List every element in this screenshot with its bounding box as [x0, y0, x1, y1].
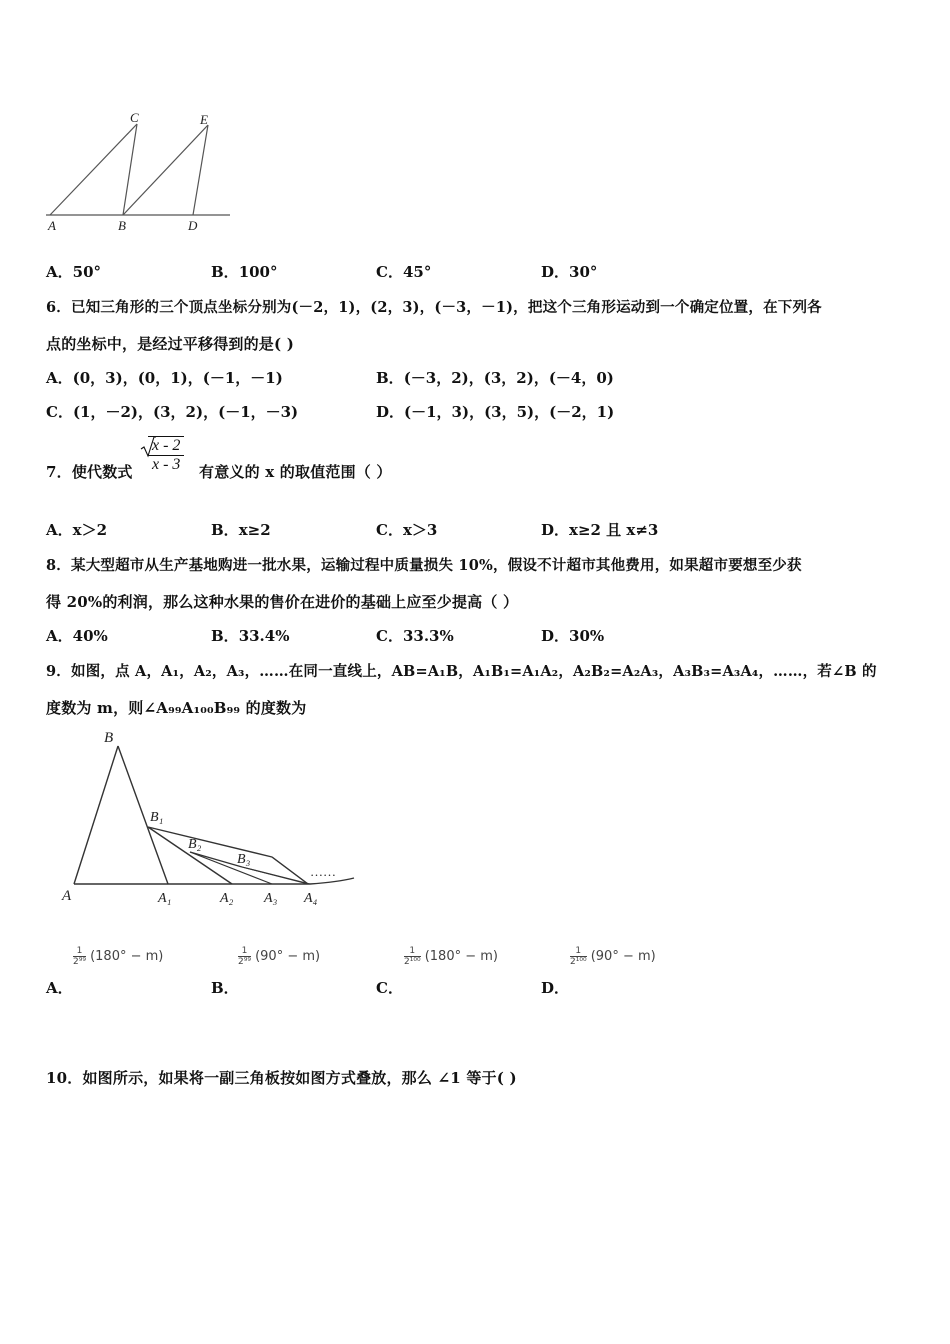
- q7-option-b[interactable]: B．x≥2: [211, 521, 271, 539]
- q9-option-a[interactable]: A．: [46, 979, 73, 997]
- q7-denominator: x - 3: [148, 455, 184, 474]
- label-a: A: [62, 888, 72, 904]
- q9-option-d[interactable]: D．: [541, 979, 570, 997]
- q6-option-a[interactable]: A．(0，3)，(0，1)，(－1，－1): [46, 369, 283, 387]
- q9-option-a-formula: $\frac{1}{\text{2⁹⁹}}$ (180° − m): [73, 946, 164, 967]
- q9-stem-line1: 9．如图，点 A，A₁，A₂，A₃，……在同一直线上，AB=A₁B，A₁B₁=A₁A₂，A₂B₂=A₂A₃，A₃B₃=A₃A₄，……，若∠B 的: [46, 663, 877, 680]
- q8-option-c[interactable]: C．33.3%: [376, 627, 454, 645]
- label-e: E: [200, 112, 208, 127]
- label-a: A: [48, 218, 56, 233]
- figure-triangles-abcde: [40, 108, 240, 236]
- q9-option-d-formula: $\frac{1}{\text{2¹⁰⁰}}$ (90° − m): [570, 946, 656, 967]
- q9-option-b[interactable]: B．: [211, 979, 239, 997]
- label-a3: A₃: [264, 891, 278, 906]
- q7-option-c[interactable]: C．x＞3: [376, 521, 438, 539]
- label-a1: A₁: [158, 891, 172, 906]
- q8-stem-line2: 得 20%的利润，那么这种水果的售价在进价的基础上应至少提高（ ）: [46, 593, 519, 611]
- q8-option-b[interactable]: B．33.4%: [211, 627, 290, 645]
- q8-option-d[interactable]: D．30%: [541, 627, 605, 645]
- q5-option-d[interactable]: D．30°: [541, 263, 598, 281]
- label-c: C: [130, 110, 139, 125]
- q6-stem-line2: 点的坐标中，是经过平移得到的是( ): [46, 335, 295, 353]
- label-a4: A₄: [304, 891, 318, 906]
- figure-triangle-chain: [60, 724, 360, 914]
- q5-option-b[interactable]: B．100°: [211, 263, 278, 281]
- q6-option-b[interactable]: B．(－3，2)，(3，2)，(－4，0): [376, 369, 614, 387]
- label-dots: ……: [310, 864, 336, 879]
- label-b: B: [118, 218, 126, 233]
- label-b3: B₃: [237, 852, 251, 867]
- q9-stem-line2: 度数为 m，则∠A₉₉A₁₀₀B₉₉ 的度数为: [46, 699, 307, 717]
- q6-stem-line1: 6．已知三角形的三个顶点坐标分别为(－2，1)，(2，3)，(－3，－1)，把这个三角形运动到一个确定位置，在下列各: [46, 299, 822, 316]
- label-b: B: [104, 730, 114, 746]
- q7-fraction: [148, 436, 184, 474]
- q7-option-a[interactable]: A．x＞2: [46, 521, 108, 539]
- q6-option-d[interactable]: D．(－1，3)，(3，5)，(－2，1): [376, 403, 615, 421]
- q9-option-b-formula: $\frac{1}{\text{2⁹⁹}}$ (90° − m): [238, 946, 321, 967]
- label-a2: A₂: [220, 891, 234, 906]
- label-d: D: [188, 218, 198, 233]
- q8-stem-line1: 8．某大型超市从生产基地购进一批水果，运输过程中质量损失 10%，假设不计超市其他费用，如果超市要想至少获: [46, 557, 802, 574]
- label-b2: B₂: [188, 837, 202, 852]
- q10-stem: 10．如图所示，如果将一副三角板按如图方式叠放，那么 ∠1 等于( ): [46, 1069, 517, 1087]
- q7-numerator: x - 2: [148, 436, 184, 455]
- q9-option-c-formula: $\frac{1}{\text{2¹⁰⁰}}$ (180° − m): [404, 946, 498, 967]
- q5-option-a[interactable]: A．50°: [46, 263, 102, 281]
- q9-option-c[interactable]: C．: [376, 979, 403, 997]
- q7-stem-suffix: 有意义的 x 的取值范围（ ）: [199, 463, 392, 481]
- q6-option-c[interactable]: C．(1，－2)，(3，2)，(－1，－3): [46, 403, 299, 421]
- q8-option-a[interactable]: A．40%: [46, 627, 108, 645]
- q5-option-c[interactable]: C．45°: [376, 263, 432, 281]
- label-b1: B₁: [150, 810, 164, 825]
- q7-stem-prefix: 7．使代数式: [46, 463, 133, 481]
- q7-option-d[interactable]: D．x≥2 且 x≠3: [541, 521, 659, 539]
